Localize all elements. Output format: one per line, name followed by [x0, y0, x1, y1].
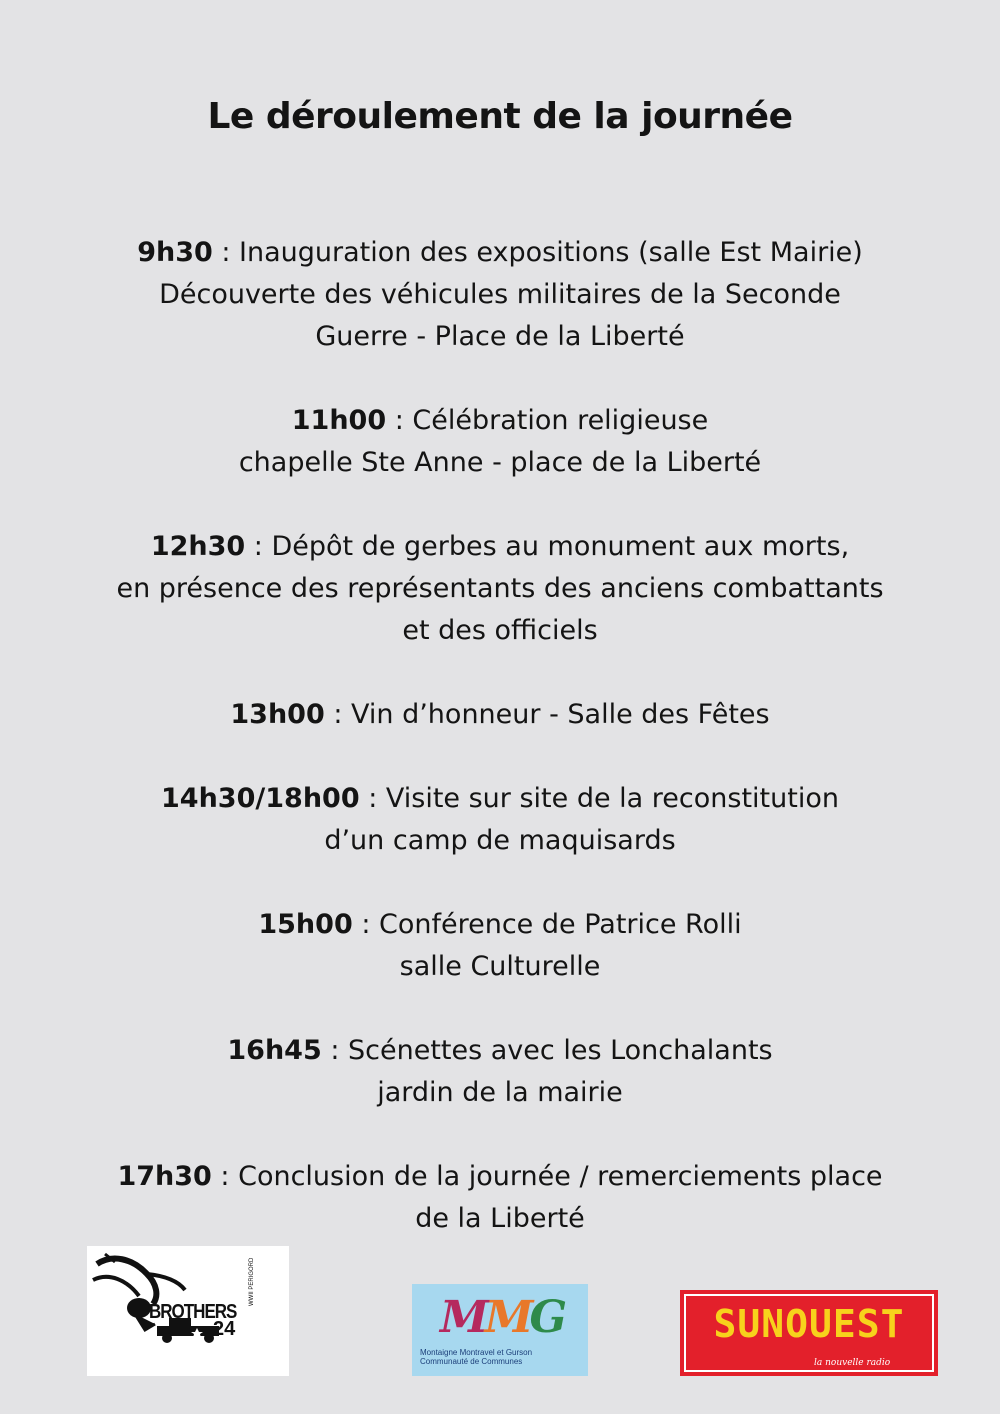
event-line: et des officiels [402, 615, 598, 646]
mmg-subtitle [420, 1348, 532, 1366]
mmg-letters: MMG [440, 1292, 564, 1343]
mmg-line1: Montaigne Montravel et Gurson [420, 1348, 533, 1357]
sunouest-logo [680, 1290, 938, 1376]
event-line: : Conclusion de la journée / remerciements place [211, 1161, 883, 1192]
event-1300 [80, 694, 920, 736]
event-time: 9h30 [137, 237, 213, 268]
event-line: Découverte des véhicules militaires de la Seconde [159, 279, 841, 310]
event-time: 16h45 [227, 1035, 322, 1066]
event-time: 17h30 [117, 1161, 212, 1192]
event-line: Guerre - Place de la Liberté [315, 321, 685, 352]
event-line: : Scénettes avec les Lonchalants [321, 1035, 773, 1066]
brothers-subtitle: WWII PERIGORD [249, 1257, 255, 1306]
event-1100 [80, 400, 920, 484]
event-1230 [80, 526, 920, 652]
event-0930 [80, 232, 920, 358]
event-time: 11h00 [291, 405, 387, 436]
event-line: : Célébration religieuse [386, 405, 709, 436]
event-time: 12h30 [150, 531, 246, 562]
event-1730 [80, 1156, 920, 1240]
event-1645 [80, 1030, 920, 1114]
page-title: Le déroulement de la journée [207, 96, 793, 137]
program-list [80, 232, 920, 1240]
event-time: 14h30/18h00 [161, 783, 360, 814]
sponsor-logos [0, 1240, 1000, 1414]
event-1430 [80, 778, 920, 862]
event-line: jardin de la mairie [377, 1077, 623, 1108]
event-1500 [80, 904, 920, 988]
event-line: chapelle Ste Anne - place de la Liberté [238, 447, 762, 478]
brothers24-logo [87, 1246, 289, 1376]
event-line: : Conférence de Patrice Rolli [352, 909, 742, 940]
event-line: : Visite sur site de la reconstitution [359, 783, 839, 814]
brothers-wordmark: BROTHERS [149, 1300, 237, 1323]
event-line: d’un camp de maquisards [324, 825, 676, 856]
event-line: de la Liberté [415, 1203, 585, 1234]
event-line: : Inauguration des expositions (salle Est Mairie) [212, 237, 863, 268]
brothers-number: 24 [213, 1318, 236, 1340]
sunouest-wordmark: SUNOUEST [713, 1302, 905, 1346]
event-time: 13h00 [230, 699, 325, 730]
mmg-logo [412, 1284, 588, 1376]
event-line: en présence des représentants des anciens combattants [116, 573, 884, 604]
event-time: 15h00 [258, 909, 353, 940]
event-line: salle Culturelle [399, 951, 601, 982]
event-line: : Vin d’honneur - Salle des Fêtes [324, 699, 770, 730]
mmg-line2: Communauté de Communes [420, 1357, 523, 1366]
event-line: : Dépôt de gerbes au monument aux morts, [245, 531, 850, 562]
sunouest-tagline: la nouvelle radio [814, 1358, 891, 1368]
